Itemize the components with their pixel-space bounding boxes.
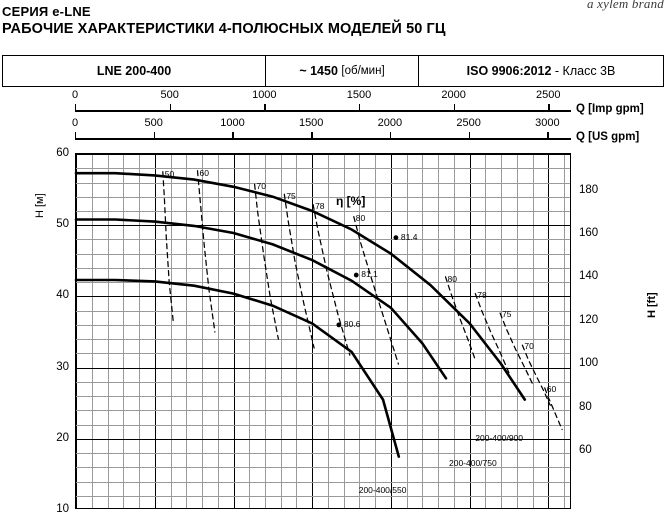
bep-marker [336, 322, 341, 327]
x-axis-imp-gpm [75, 110, 571, 112]
efficiency-contour-0 [163, 172, 173, 321]
efficiency-label-5: 80 [355, 213, 366, 224]
y-axis-right-label: H [ft] [646, 292, 658, 318]
y-tick-label-right: 180 [579, 183, 599, 196]
y-axis-left-label: H [м] [34, 193, 46, 218]
x-tick-us [232, 132, 233, 138]
standard-code: ISO 9906:2012 [466, 64, 552, 78]
speed-cell [266, 56, 419, 86]
x-tick-label-imp: 0 [71, 89, 79, 101]
efficiency-contour-1 [198, 171, 215, 332]
model-label-200-400/900: 200-400/900 [475, 433, 524, 444]
efficiency-label-8: 75 [502, 309, 512, 320]
bep-marker [354, 273, 359, 278]
plot-area [75, 153, 571, 509]
speed-unit: [об/мин] [341, 65, 385, 77]
model-label-200-400/750: 200-400/750 [448, 458, 497, 469]
bep-label-1: 81.1 [361, 269, 378, 280]
x-tick-us [75, 132, 76, 138]
x-tick-imp [548, 104, 549, 110]
efficiency-contour-2 [255, 184, 279, 339]
efficiency-contour-10 [545, 388, 562, 430]
y-tick-label-right: 60 [579, 443, 592, 456]
efficiency-label-4: 78 [315, 201, 325, 212]
x-tick-us [311, 132, 312, 138]
efficiency-label-2: 70 [256, 181, 267, 192]
page-title: РАБОЧИЕ ХАРАКТЕРИСТИКИ 4-ПОЛЮСНЫХ МОДЕЛЕЙ 50 ГЦ [2, 21, 446, 37]
efficiency-label-3: 75 [286, 191, 296, 201]
head-curve-200-400/750 [76, 220, 446, 379]
bep-label-2: 80.6 [343, 318, 361, 329]
x-axis-us-gpm [75, 138, 571, 140]
speed-value: ~ 1450 [299, 64, 338, 78]
x-tick-imp [75, 104, 76, 110]
x-tick-label-imp: 2000 [441, 89, 466, 101]
efficiency-label-9: 70 [524, 341, 534, 352]
x-tick-us [154, 132, 155, 138]
y-tick-label-left: 30 [56, 360, 69, 373]
y-tick-label-right: 80 [579, 400, 592, 413]
y-tick-label-right: 100 [579, 357, 599, 370]
x-tick-imp [170, 104, 171, 110]
efficiency-label-10: 60 [546, 383, 557, 394]
y-tick-label-right: 140 [579, 270, 599, 283]
x-tick-label-us: 2000 [377, 117, 403, 129]
x-tick-imp [264, 104, 265, 110]
x-tick-label-imp: 500 [160, 89, 179, 101]
efficiency-label-0: 50 [164, 168, 175, 179]
efficiency-label-7: 78 [477, 289, 487, 300]
x-tick-us [469, 132, 470, 138]
bep-marker [394, 235, 399, 240]
efficiency-label-1: 60 [199, 167, 209, 178]
model-label-200-400/550: 200-400/550 [358, 485, 407, 496]
efficiency-label-6: 80 [447, 273, 457, 284]
efficiency-contour-3 [284, 194, 314, 348]
y-tick-label-left: 20 [56, 431, 69, 444]
y-tick-label-right: 160 [579, 226, 599, 239]
x-tick-label-imp: 1000 [252, 89, 277, 101]
standard-cell [419, 56, 663, 86]
x-tick-imp [359, 104, 360, 110]
y-tick-label-right: 120 [579, 313, 599, 326]
x-tick-us [390, 132, 391, 138]
x-tick-label-us: 0 [71, 117, 79, 129]
efficiency-contour-7 [475, 294, 512, 374]
y-tick-label-left: 50 [56, 218, 69, 231]
x-tick-label-imp: 2500 [536, 89, 561, 101]
x-tick-label-us: 3000 [535, 117, 560, 129]
x-tick-label-us: 500 [144, 117, 163, 129]
x-tick-label-us: 1000 [220, 117, 245, 129]
efficiency-axis-label: η [%] [336, 194, 366, 208]
brand-label: a xylem brand [587, 0, 664, 11]
efficiency-contour-5 [354, 217, 399, 364]
y-tick-label-left: 10 [56, 503, 69, 515]
header-table [2, 55, 664, 87]
efficiency-contour-6 [446, 277, 476, 361]
x-tick-label-imp: 1500 [346, 89, 372, 101]
y-tick-label-left: 60 [56, 147, 69, 159]
x-tick-label-us: 2500 [456, 117, 481, 129]
bep-label-0: 81.4 [400, 231, 418, 242]
x-axis-us-label: Q [US gpm] [576, 131, 640, 143]
performance-chart [0, 88, 668, 515]
x-tick-us [547, 132, 548, 138]
x-tick-label-us: 1500 [298, 117, 324, 129]
standard-class: - Класс 3В [554, 64, 616, 78]
y-tick-label-left: 40 [56, 289, 69, 302]
x-tick-imp [454, 104, 455, 110]
series-label: СЕРИЯ e-LNE [2, 4, 91, 19]
efficiency-contour-9 [522, 345, 550, 405]
x-axis-imp-label: Q [Imp gpm] [576, 103, 644, 115]
model-cell: LNE 200-400 [3, 56, 266, 86]
head-curve-200-400/550 [76, 280, 399, 457]
